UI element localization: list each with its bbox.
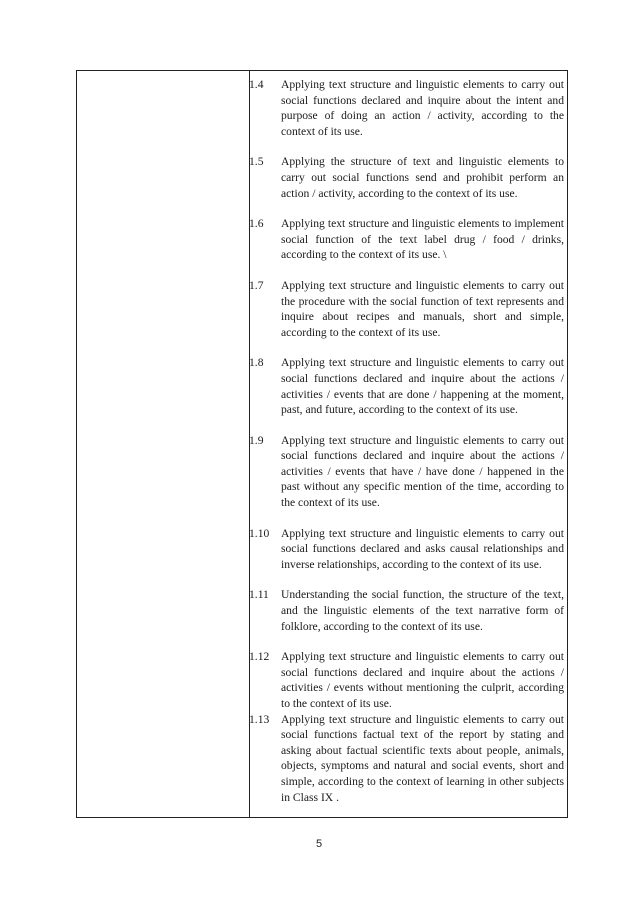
item-text: Understanding the social function, the structure of the text, and the linguistic elements of the text narrative form of folklore, according to the context of its use. xyxy=(281,588,564,633)
competency-item-1-4 xyxy=(249,77,564,139)
competency-item-1-11 xyxy=(249,587,564,634)
competency-item-1-9 xyxy=(249,433,564,511)
item-text: Applying text structure and linguistic elements to carry out social functions declared and inquire about the intent and purpose of doing an action / activity, according to the context of its use. xyxy=(281,78,564,138)
item-text: Applying text structure and linguistic elements to implement social function of the text label drug / food / drinks, according to the context of its use. \ xyxy=(281,217,564,262)
item-number: 1.4 xyxy=(249,78,264,91)
item-text: Applying text structure and linguistic elements to carry out social functions declared and asks causal relationships and inverse relationships, according to the context of its use. xyxy=(281,526,564,571)
item-text: Applying text structure and linguistic elements to carry out social functions declared and inquire about the actions / activities / events without mentioning the culprit, according to the context of its use. xyxy=(281,650,564,710)
competency-item-1-10 xyxy=(249,526,564,573)
item-number: 1.13 xyxy=(249,712,270,726)
competency-item-1-13 xyxy=(249,712,564,806)
item-number: 1.9 xyxy=(249,433,264,447)
item-text: Applying the structure of text and linguistic elements to carry out social functions send and prohibit perform an action / activity, according to the context of its use. xyxy=(281,155,564,200)
item-number: 1.8 xyxy=(249,356,264,370)
item-text: Applying text structure and linguistic elements to carry out the procedure with the social function of text represents and inquire about recipes and manuals, short and simple, according to the context of its use. xyxy=(281,278,564,339)
competency-item-1-7 xyxy=(249,278,564,340)
item-number: 1.6 xyxy=(249,217,264,231)
competency-item-1-8 xyxy=(249,355,564,417)
competency-item-1-5 xyxy=(249,154,564,201)
item-number: 1.7 xyxy=(249,278,264,292)
competency-list xyxy=(249,77,564,805)
item-text: Applying text structure and linguistic elements to carry out social functions declared and inquire about the actions / activities / events that have / have done / happened in the past without any specific mention of the time, according to the context of its use. xyxy=(281,433,564,510)
item-text: Applying text structure and linguistic elements to carry out social functions factual text of the report by stating and asking about factual scientific texts about people, animals, objects, symptoms and natural and social events, short and simple, according to the context of learning in other subjects in Class IX . xyxy=(281,712,564,804)
item-number: 1.11 xyxy=(249,588,269,602)
page-number: 5 xyxy=(315,838,323,850)
competency-item-1-6 xyxy=(249,216,564,263)
item-text: Applying text structure and linguistic elements to carry out social functions declared and inquire about the actions / activities / events that are done / happening at the moment, past, and future, according to the context of its use. xyxy=(281,356,564,417)
item-number: 1.12 xyxy=(249,650,270,664)
item-number: 1.5 xyxy=(249,155,264,169)
item-number: 1.10 xyxy=(249,526,270,540)
competency-item-1-12 xyxy=(249,649,564,711)
